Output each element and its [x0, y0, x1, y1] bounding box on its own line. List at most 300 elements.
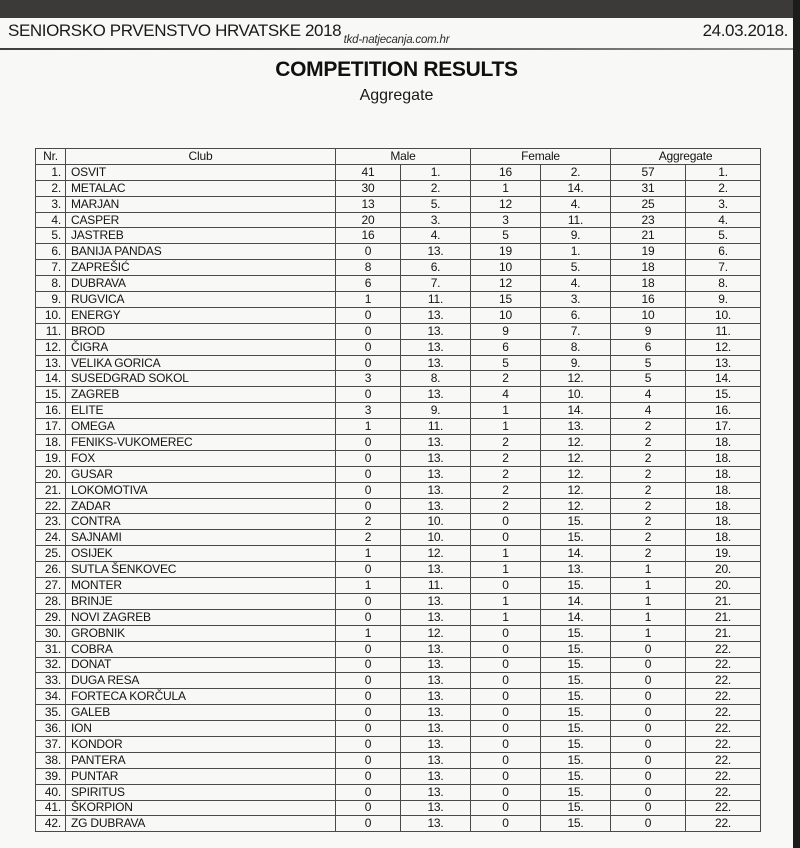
- aggregate-count-cell: 2: [611, 419, 686, 435]
- female-count-cell: 1: [471, 562, 541, 578]
- male-count-cell: 0: [336, 562, 401, 578]
- aggregate-rank-cell: 22.: [686, 641, 761, 657]
- table-row: [36, 307, 761, 323]
- female-rank-cell: 12.: [541, 371, 611, 387]
- nr-cell: 5.: [36, 228, 66, 244]
- male-rank-cell: 13.: [401, 816, 471, 832]
- female-count-cell: 2: [471, 371, 541, 387]
- nr-cell: 3.: [36, 196, 66, 212]
- female-rank-cell: 14.: [541, 593, 611, 609]
- nr-cell: 39.: [36, 768, 66, 784]
- male-count-cell: 1: [336, 578, 401, 594]
- male-rank-cell: 13.: [401, 593, 471, 609]
- male-count-cell: 2: [336, 514, 401, 530]
- nr-cell: 36.: [36, 721, 66, 737]
- female-rank-cell: 15.: [541, 578, 611, 594]
- table-row: [36, 244, 761, 260]
- female-rank-cell: 9.: [541, 228, 611, 244]
- female-count-cell: 0: [471, 641, 541, 657]
- male-count-cell: 0: [336, 689, 401, 705]
- male-count-cell: 0: [336, 800, 401, 816]
- club-cell: GUSAR: [66, 466, 336, 482]
- table-row: [36, 339, 761, 355]
- nr-cell: 38.: [36, 752, 66, 768]
- nr-cell: 13.: [36, 355, 66, 371]
- male-rank-cell: 13.: [401, 752, 471, 768]
- male-rank-cell: 1.: [401, 164, 471, 180]
- male-rank-cell: 13.: [401, 736, 471, 752]
- aggregate-rank-cell: 21.: [686, 625, 761, 641]
- club-cell: ION: [66, 721, 336, 737]
- nr-cell: 17.: [36, 419, 66, 435]
- club-cell: FORTECA KORČULA: [66, 689, 336, 705]
- male-rank-cell: 13.: [401, 641, 471, 657]
- aggregate-count-cell: 2: [611, 466, 686, 482]
- female-rank-cell: 14.: [541, 546, 611, 562]
- aggregate-count-cell: 0: [611, 705, 686, 721]
- nr-cell: 27.: [36, 578, 66, 594]
- aggregate-count-cell: 1: [611, 593, 686, 609]
- male-rank-cell: 10.: [401, 530, 471, 546]
- female-count-cell: 10: [471, 260, 541, 276]
- nr-cell: 30.: [36, 625, 66, 641]
- right-edge-bar: [793, 0, 800, 848]
- female-rank-cell: 12.: [541, 482, 611, 498]
- female-count-cell: 2: [471, 450, 541, 466]
- aggregate-rank-cell: 22.: [686, 689, 761, 705]
- aggregate-rank-cell: 18.: [686, 450, 761, 466]
- aggregate-count-cell: 2: [611, 435, 686, 451]
- female-rank-cell: 14.: [541, 180, 611, 196]
- table-row: [36, 609, 761, 625]
- male-rank-cell: 13.: [401, 609, 471, 625]
- aggregate-count-cell: 1: [611, 562, 686, 578]
- table-row: [36, 752, 761, 768]
- aggregate-count-cell: 2: [611, 514, 686, 530]
- female-rank-cell: 15.: [541, 530, 611, 546]
- nr-cell: 35.: [36, 705, 66, 721]
- male-rank-cell: 13.: [401, 498, 471, 514]
- club-cell: CASPER: [66, 212, 336, 228]
- website-url: tkd-natjecanja.com.hr: [343, 34, 450, 46]
- aggregate-rank-cell: 22.: [686, 800, 761, 816]
- male-count-cell: 0: [336, 387, 401, 403]
- nr-cell: 26.: [36, 562, 66, 578]
- club-cell: DUGA RESA: [66, 673, 336, 689]
- aggregate-count-cell: 18: [611, 276, 686, 292]
- club-cell: PANTERA: [66, 752, 336, 768]
- table-row: [36, 196, 761, 212]
- aggregate-rank-cell: 18.: [686, 498, 761, 514]
- nr-cell: 2.: [36, 180, 66, 196]
- female-count-cell: 2: [471, 466, 541, 482]
- club-cell: KONDOR: [66, 736, 336, 752]
- aggregate-count-cell: 2: [611, 530, 686, 546]
- table-row: [36, 323, 761, 339]
- male-count-cell: 0: [336, 752, 401, 768]
- female-rank-cell: 2.: [541, 164, 611, 180]
- top-bar: [0, 0, 800, 18]
- male-rank-cell: 13.: [401, 307, 471, 323]
- table-row: [36, 403, 761, 419]
- male-rank-cell: 13.: [401, 768, 471, 784]
- male-count-cell: 0: [336, 450, 401, 466]
- aggregate-count-cell: 9: [611, 323, 686, 339]
- nr-cell: 15.: [36, 387, 66, 403]
- aggregate-count-cell: 5: [611, 371, 686, 387]
- female-rank-cell: 8.: [541, 339, 611, 355]
- male-rank-cell: 10.: [401, 514, 471, 530]
- aggregate-count-cell: 0: [611, 721, 686, 737]
- male-count-cell: 0: [336, 466, 401, 482]
- aggregate-count-cell: 0: [611, 641, 686, 657]
- female-rank-cell: 1.: [541, 244, 611, 260]
- female-count-cell: 0: [471, 689, 541, 705]
- aggregate-rank-cell: 22.: [686, 752, 761, 768]
- nr-cell: 8.: [36, 276, 66, 292]
- aggregate-rank-cell: 15.: [686, 387, 761, 403]
- table-header: [36, 149, 761, 165]
- club-cell: NOVI ZAGREB: [66, 609, 336, 625]
- table-row: [36, 387, 761, 403]
- male-count-cell: 0: [336, 609, 401, 625]
- table-row: [36, 625, 761, 641]
- aggregate-count-cell: 1: [611, 625, 686, 641]
- female-rank-cell: 4.: [541, 276, 611, 292]
- table-row: [36, 355, 761, 371]
- table-row: [36, 466, 761, 482]
- club-cell: BRINJE: [66, 593, 336, 609]
- female-rank-cell: 3.: [541, 292, 611, 308]
- table-row: [36, 276, 761, 292]
- female-rank-cell: 14.: [541, 403, 611, 419]
- club-cell: GALEB: [66, 705, 336, 721]
- female-count-cell: 1: [471, 609, 541, 625]
- table-row: [36, 593, 761, 609]
- female-count-cell: 0: [471, 530, 541, 546]
- event-title: SENIORSKO PRVENSTVO HRVATSKE 2018: [8, 21, 342, 40]
- female-count-cell: 10: [471, 307, 541, 323]
- club-cell: MARJAN: [66, 196, 336, 212]
- aggregate-count-cell: 4: [611, 387, 686, 403]
- female-rank-cell: 11.: [541, 212, 611, 228]
- aggregate-rank-cell: 11.: [686, 323, 761, 339]
- aggregate-count-cell: 0: [611, 800, 686, 816]
- female-rank-cell: 4.: [541, 196, 611, 212]
- aggregate-rank-cell: 20.: [686, 562, 761, 578]
- aggregate-count-cell: 0: [611, 816, 686, 832]
- nr-cell: 4.: [36, 212, 66, 228]
- male-count-cell: 0: [336, 355, 401, 371]
- club-cell: ŠKORPION: [66, 800, 336, 816]
- aggregate-count-cell: 6: [611, 339, 686, 355]
- document-date: 24.03.2018.: [702, 21, 788, 40]
- female-rank-cell: 15.: [541, 816, 611, 832]
- male-rank-cell: 13.: [401, 323, 471, 339]
- female-rank-cell: 15.: [541, 800, 611, 816]
- aggregate-count-cell: 10: [611, 307, 686, 323]
- club-cell: VELIKA GORICA: [66, 355, 336, 371]
- table-row: [36, 736, 761, 752]
- aggregate-count-cell: 19: [611, 244, 686, 260]
- female-rank-cell: 12.: [541, 450, 611, 466]
- aggregate-rank-cell: 16.: [686, 403, 761, 419]
- female-rank-cell: 14.: [541, 609, 611, 625]
- aggregate-rank-cell: 2.: [686, 180, 761, 196]
- aggregate-count-cell: 18: [611, 260, 686, 276]
- nr-cell: 21.: [36, 482, 66, 498]
- male-count-cell: 0: [336, 244, 401, 260]
- nr-cell: 20.: [36, 466, 66, 482]
- club-cell: ZAGREB: [66, 387, 336, 403]
- female-rank-cell: 5.: [541, 260, 611, 276]
- aggregate-count-cell: 31: [611, 180, 686, 196]
- aggregate-rank-cell: 4.: [686, 212, 761, 228]
- club-cell: SAJNAMI: [66, 530, 336, 546]
- aggregate-count-cell: 5: [611, 355, 686, 371]
- table-row: [36, 164, 761, 180]
- female-count-cell: 0: [471, 784, 541, 800]
- nr-cell: 42.: [36, 816, 66, 832]
- female-count-cell: 0: [471, 800, 541, 816]
- table-row: [36, 673, 761, 689]
- aggregate-count-cell: 1: [611, 609, 686, 625]
- male-rank-cell: 13.: [401, 339, 471, 355]
- club-cell: SUSEDGRAD SOKOL: [66, 371, 336, 387]
- club-cell: ZG DUBRAVA: [66, 816, 336, 832]
- male-rank-cell: 13.: [401, 466, 471, 482]
- table-row: [36, 530, 761, 546]
- table-row: [36, 578, 761, 594]
- male-count-cell: 1: [336, 546, 401, 562]
- table-row: [36, 546, 761, 562]
- nr-cell: 40.: [36, 784, 66, 800]
- male-count-cell: 2: [336, 530, 401, 546]
- aggregate-rank-cell: 13.: [686, 355, 761, 371]
- male-count-cell: 0: [336, 339, 401, 355]
- club-cell: ENERGY: [66, 307, 336, 323]
- aggregate-rank-cell: 18.: [686, 514, 761, 530]
- table-row: [36, 180, 761, 196]
- table-row: [36, 228, 761, 244]
- female-rank-cell: 9.: [541, 355, 611, 371]
- table-row: [36, 482, 761, 498]
- aggregate-count-cell: 2: [611, 546, 686, 562]
- club-cell: ČIGRA: [66, 339, 336, 355]
- aggregate-count-cell: 0: [611, 673, 686, 689]
- male-count-cell: 8: [336, 260, 401, 276]
- male-rank-cell: 13.: [401, 244, 471, 260]
- nr-cell: 28.: [36, 593, 66, 609]
- female-count-cell: 2: [471, 498, 541, 514]
- female-rank-cell: 12.: [541, 435, 611, 451]
- header-female: Female: [471, 149, 611, 165]
- male-count-cell: 0: [336, 641, 401, 657]
- female-rank-cell: 6.: [541, 307, 611, 323]
- results-title: COMPETITION RESULTS: [275, 58, 518, 81]
- aggregate-count-cell: 0: [611, 752, 686, 768]
- male-count-cell: 20: [336, 212, 401, 228]
- female-count-cell: 2: [471, 435, 541, 451]
- aggregate-rank-cell: 1.: [686, 164, 761, 180]
- female-count-cell: 9: [471, 323, 541, 339]
- male-rank-cell: 13.: [401, 673, 471, 689]
- female-count-cell: 1: [471, 180, 541, 196]
- female-rank-cell: 15.: [541, 657, 611, 673]
- female-count-cell: 0: [471, 625, 541, 641]
- male-count-cell: 30: [336, 180, 401, 196]
- table-row: [36, 562, 761, 578]
- club-cell: OSIJEK: [66, 546, 336, 562]
- male-rank-cell: 7.: [401, 276, 471, 292]
- club-cell: ZADAR: [66, 498, 336, 514]
- club-cell: SPIRITUS: [66, 784, 336, 800]
- female-count-cell: 0: [471, 514, 541, 530]
- table-row: [36, 816, 761, 832]
- nr-cell: 23.: [36, 514, 66, 530]
- table-row: [36, 435, 761, 451]
- aggregate-rank-cell: 22.: [686, 816, 761, 832]
- aggregate-rank-cell: 8.: [686, 276, 761, 292]
- male-rank-cell: 13.: [401, 657, 471, 673]
- results-table-body: [36, 164, 761, 831]
- male-rank-cell: 3.: [401, 212, 471, 228]
- aggregate-rank-cell: 17.: [686, 419, 761, 435]
- male-count-cell: 1: [336, 419, 401, 435]
- club-cell: DUBRAVA: [66, 276, 336, 292]
- header-nr: Nr.: [36, 149, 66, 165]
- male-count-cell: 0: [336, 736, 401, 752]
- aggregate-rank-cell: 22.: [686, 736, 761, 752]
- table-row: [36, 705, 761, 721]
- club-cell: DONAT: [66, 657, 336, 673]
- aggregate-count-cell: 2: [611, 482, 686, 498]
- nr-cell: 14.: [36, 371, 66, 387]
- female-rank-cell: 13.: [541, 562, 611, 578]
- male-count-cell: 0: [336, 768, 401, 784]
- female-count-cell: 1: [471, 546, 541, 562]
- male-rank-cell: 5.: [401, 196, 471, 212]
- results-table: [35, 148, 761, 832]
- male-count-cell: 0: [336, 784, 401, 800]
- female-rank-cell: 12.: [541, 498, 611, 514]
- table-row: [36, 212, 761, 228]
- table-row: [36, 450, 761, 466]
- female-count-cell: 0: [471, 705, 541, 721]
- male-rank-cell: 11.: [401, 578, 471, 594]
- aggregate-count-cell: 0: [611, 768, 686, 784]
- nr-cell: 10.: [36, 307, 66, 323]
- table-row: [36, 260, 761, 276]
- male-count-cell: 0: [336, 307, 401, 323]
- male-rank-cell: 13.: [401, 450, 471, 466]
- nr-cell: 16.: [36, 403, 66, 419]
- header-male: Male: [336, 149, 471, 165]
- female-rank-cell: 15.: [541, 721, 611, 737]
- female-rank-cell: 15.: [541, 736, 611, 752]
- table-header-row: [36, 149, 761, 165]
- female-count-cell: 15: [471, 292, 541, 308]
- male-rank-cell: 12.: [401, 625, 471, 641]
- aggregate-count-cell: 23: [611, 212, 686, 228]
- female-count-cell: 19: [471, 244, 541, 260]
- nr-cell: 29.: [36, 609, 66, 625]
- male-rank-cell: 9.: [401, 403, 471, 419]
- club-cell: BROD: [66, 323, 336, 339]
- nr-cell: 1.: [36, 164, 66, 180]
- male-count-cell: 16: [336, 228, 401, 244]
- female-count-cell: 12: [471, 276, 541, 292]
- nr-cell: 31.: [36, 641, 66, 657]
- header-club: Club: [66, 149, 336, 165]
- table-row: [36, 498, 761, 514]
- male-count-cell: 1: [336, 625, 401, 641]
- results-subtitle: Aggregate: [359, 87, 434, 104]
- male-count-cell: 3: [336, 371, 401, 387]
- female-count-cell: 6: [471, 339, 541, 355]
- table-row: [36, 721, 761, 737]
- female-count-cell: 12: [471, 196, 541, 212]
- male-count-cell: 0: [336, 657, 401, 673]
- male-count-cell: 0: [336, 498, 401, 514]
- club-cell: MONTER: [66, 578, 336, 594]
- male-count-cell: 0: [336, 816, 401, 832]
- male-count-cell: 0: [336, 705, 401, 721]
- aggregate-count-cell: 0: [611, 784, 686, 800]
- male-count-cell: 1: [336, 292, 401, 308]
- male-rank-cell: 11.: [401, 419, 471, 435]
- aggregate-rank-cell: 22.: [686, 721, 761, 737]
- male-rank-cell: 8.: [401, 371, 471, 387]
- nr-cell: 7.: [36, 260, 66, 276]
- table-row: [36, 641, 761, 657]
- club-cell: METALAC: [66, 180, 336, 196]
- aggregate-count-cell: 2: [611, 498, 686, 514]
- female-rank-cell: 13.: [541, 419, 611, 435]
- aggregate-rank-cell: 22.: [686, 705, 761, 721]
- female-count-cell: 0: [471, 736, 541, 752]
- female-rank-cell: 15.: [541, 784, 611, 800]
- nr-cell: 12.: [36, 339, 66, 355]
- nr-cell: 41.: [36, 800, 66, 816]
- club-cell: CONTRA: [66, 514, 336, 530]
- female-count-cell: 4: [471, 387, 541, 403]
- club-cell: ELITE: [66, 403, 336, 419]
- table-row: [36, 784, 761, 800]
- male-rank-cell: 13.: [401, 721, 471, 737]
- table-row: [36, 800, 761, 816]
- aggregate-count-cell: 25: [611, 196, 686, 212]
- nr-cell: 9.: [36, 292, 66, 308]
- aggregate-rank-cell: 18.: [686, 435, 761, 451]
- female-count-cell: 0: [471, 657, 541, 673]
- club-cell: COBRA: [66, 641, 336, 657]
- aggregate-rank-cell: 21.: [686, 609, 761, 625]
- aggregate-count-cell: 0: [611, 689, 686, 705]
- table-row: [36, 292, 761, 308]
- male-rank-cell: 4.: [401, 228, 471, 244]
- club-cell: RUGVICA: [66, 292, 336, 308]
- male-count-cell: 41: [336, 164, 401, 180]
- club-cell: FENIKS-VUKOMEREC: [66, 435, 336, 451]
- female-rank-cell: 15.: [541, 768, 611, 784]
- male-rank-cell: 13.: [401, 705, 471, 721]
- table-row: [36, 689, 761, 705]
- table-row: [36, 514, 761, 530]
- male-rank-cell: 6.: [401, 260, 471, 276]
- male-rank-cell: 13.: [401, 482, 471, 498]
- female-count-cell: 0: [471, 768, 541, 784]
